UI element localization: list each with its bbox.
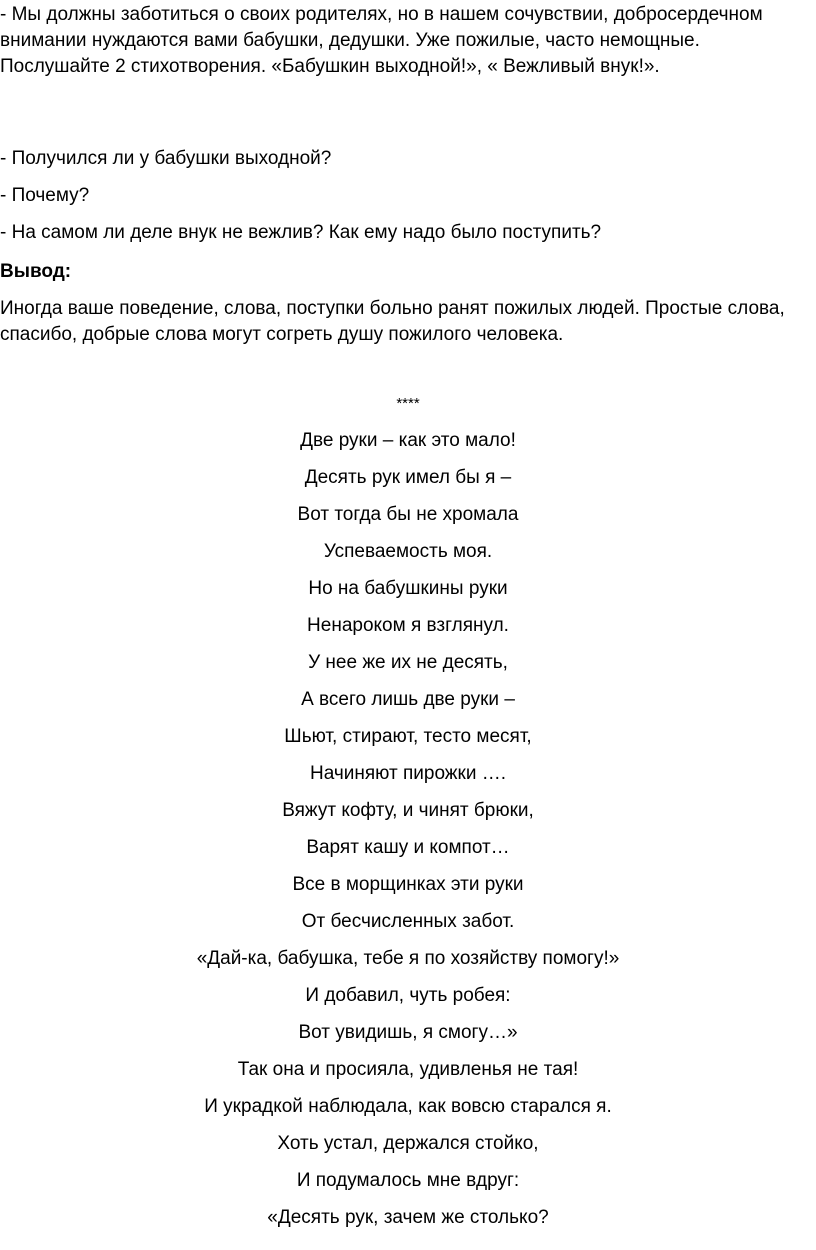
poem-separator: **** [396,395,420,412]
question-holiday: - Получился ли у бабушки выходной? [0,148,332,169]
question-polite: - На самом ли деле внук не вежлив? Как ему надо было поступить? [0,222,602,243]
intro-paragraph: - Мы должны заботиться о своих родителях, но в нашем сочувствии, добросердечном внимании нуждаются вами бабушки, дедушки. Уже пожилые, часто немощные. Послушайте 2 стихотворения. «Бабушкин выходной!», « Вежливый внук!». [0,4,763,77]
poem-line: Вот увидишь, я смогу…» [298,1022,518,1043]
poem-line: А всего лишь две руки – [301,689,515,710]
poem-line: Вот тогда бы не хромала [297,504,519,525]
poem-line: Все в морщинках эти руки [292,874,524,895]
poem-line: У нее же их не десять, [308,652,508,673]
poem-line: Начиняют пирожки …. [310,763,506,784]
conclusion-paragraph: Иногда ваше поведение, слова, поступки больно ранят пожилых людей. Простые слова, спасибо, добрые слова могут согреть душу пожилого человека. [0,298,785,345]
poem [0,391,816,1242]
poem-line: От бесчисленных забот. [301,911,515,932]
poem-line: Но на бабушкины руки [308,578,508,599]
poem-line: И добавил, чуть робея: [305,985,511,1006]
question-why: - Почему? [0,185,90,206]
poem-line: Две руки – как это мало! [300,430,516,451]
poem-line: Шьют, стирают, тесто месят, [284,726,532,747]
poem-line: Вяжут кофту, и чинят брюки, [282,800,534,821]
poem-line: Успеваемость моя. [323,541,493,562]
poem-line: Ненароком я взглянул. [307,615,509,636]
poem-line: Так она и просияла, удивленья не тая! [237,1059,579,1080]
poem-line: Варят кашу и компот… [306,837,510,858]
conclusion-heading: Вывод: [0,261,72,282]
poem-line: Десять рук имел бы я – [304,467,512,488]
poem-line: «Десять рук, зачем же столько? [267,1207,549,1228]
poem-line: «Дай-ка, бабушка, тебе я по хозяйству помогу!» [196,948,620,969]
poem-line: Хоть устал, держался стойко, [277,1133,539,1154]
poem-line: И украдкой наблюдала, как вовсю старался я. [204,1096,612,1117]
poem-line: И подумалось мне вдруг: [296,1170,520,1191]
